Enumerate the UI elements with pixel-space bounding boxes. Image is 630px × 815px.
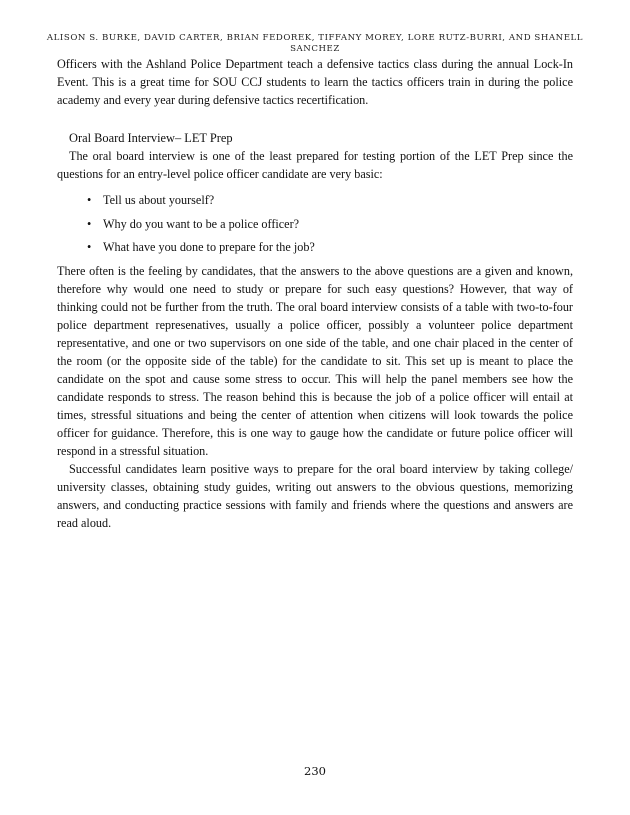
intro-paragraph: Officers with the Ashland Police Department teach a defensive tactics class during the annual Lock-In Event. This is a great time for SOU CCJ students to learn the tactics officers train in during the police academy and every year during defensive tactics recertification. <box>57 57 573 107</box>
body-paragraph-2: There often is the feeling by candidates, that the answers to the above questions are a given and known, therefore why would one need to study or prepare for such easy questions? However, that way of thinking could not be further from the truth. The oral board interview consists of a table with two-to-four police department represenatives, usually a police officer, possibly a volunteer police department representative, and one or two supervisors on one side of the table, and one chair placed in the center of the room (or the opposite side of the table) for the candidate to sit. This set up is meant to place the candidate on the spot and cause some stress to occur. This will help the panel members see how the candidate responds to stress. The reason behind this is because the job of a police officer will entail at times, stressful situations and being the center of attention when citizens will look towards the police officer for guidance. Therefore, this is one way to gauge how the candidate or future police officer will respond in a stressful situation. <box>57 263 573 458</box>
bullet-icon: • <box>87 193 92 207</box>
page-number: 230 <box>304 764 326 778</box>
section-intro-paragraph: The oral board interview is one of the least prepared for testing portion of the LET Prep since the questions for an entry-level police officer candidate are very basic: <box>57 149 573 181</box>
question-list <box>87 191 573 256</box>
list-item <box>87 191 573 209</box>
list-item <box>87 238 573 256</box>
bullet-icon: • <box>87 240 92 254</box>
section-heading: Oral Board Interview– LET Prep <box>69 131 233 145</box>
list-item <box>87 215 573 233</box>
question-text: Why do you want to be a police officer? <box>103 216 300 231</box>
body-paragraph-3: Successful candidates learn positive ways to prepare for the oral board interview by taking college/ university classes, obtaining study guides, writing out answers to the obvious questions, memorizing answers, and conducting practice sessions with family and friends where the questions and answers are read aloud. <box>57 461 573 530</box>
question-text: What have you done to prepare for the job? <box>103 240 315 254</box>
bullet-icon: • <box>87 216 92 231</box>
page-content <box>57 55 573 532</box>
running-head: ALISON S. BURKE, DAVID CARTER, BRIAN FEDOREK, TIFFANY MOREY, LORE RUTZ-BURRI, AND SHANELL SANCHEZ <box>46 33 584 54</box>
question-text: Tell us about yourself? <box>103 193 215 207</box>
